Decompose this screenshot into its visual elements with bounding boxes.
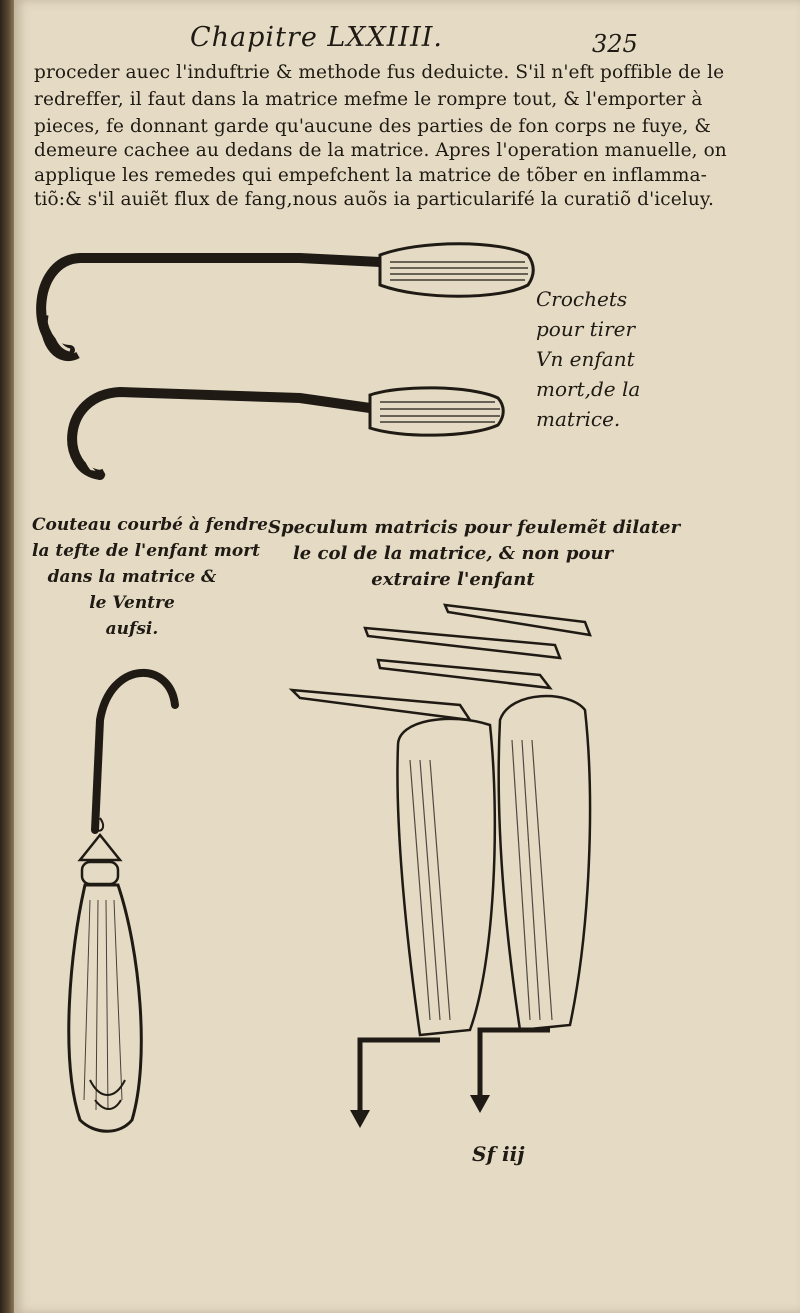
- caption-line: pour tirer: [536, 317, 636, 341]
- caption-line: Crochets: [536, 287, 628, 311]
- body-line: redreffer, il faut dans la matrice mefme le rompre tout, & l'emporter à: [34, 89, 703, 110]
- caption-line: le col de la matrice, & non pour: [292, 543, 614, 564]
- body-line: demeure cachee au dedans de la matrice. Apres l'operation manuelle, on: [34, 140, 727, 161]
- caption-line: aufsi.: [105, 619, 159, 639]
- caption-line: mort,de la: [536, 377, 641, 401]
- caption-line: matrice.: [536, 407, 621, 431]
- caption-line: Vn enfant: [536, 347, 635, 371]
- body-line: tiõ:& s'il auiẽt flux de fang,nous auõs ia particularifé la curatiõ d'iceluy.: [34, 189, 714, 210]
- body-line: proceder auec l'induftrie & methode fus deduicte. S'il n'eft poffible de le: [34, 62, 725, 83]
- caption-line: le Ventre: [89, 593, 175, 613]
- page-number: 325: [592, 30, 638, 58]
- caption-line: Speculum matricis pour feulemẽt dilater: [268, 517, 681, 538]
- body-line: pieces, fe donnant garde qu'aucune des parties de fon corps ne fuye, &: [34, 116, 711, 137]
- caption-line: extraire l'enfant: [371, 569, 535, 590]
- body-line: applique les remedes qui empefchent la matrice de tõber en inflamma-: [34, 165, 708, 186]
- caption-line: la tefte de l'enfant mort: [32, 541, 261, 561]
- caption-line: Couteau courbé à fendre: [32, 515, 268, 535]
- running-title: Chapitre LXXIIII.: [190, 22, 443, 53]
- caption-line: dans la matrice &: [47, 567, 217, 587]
- signature-mark: Sf iij: [472, 1142, 525, 1166]
